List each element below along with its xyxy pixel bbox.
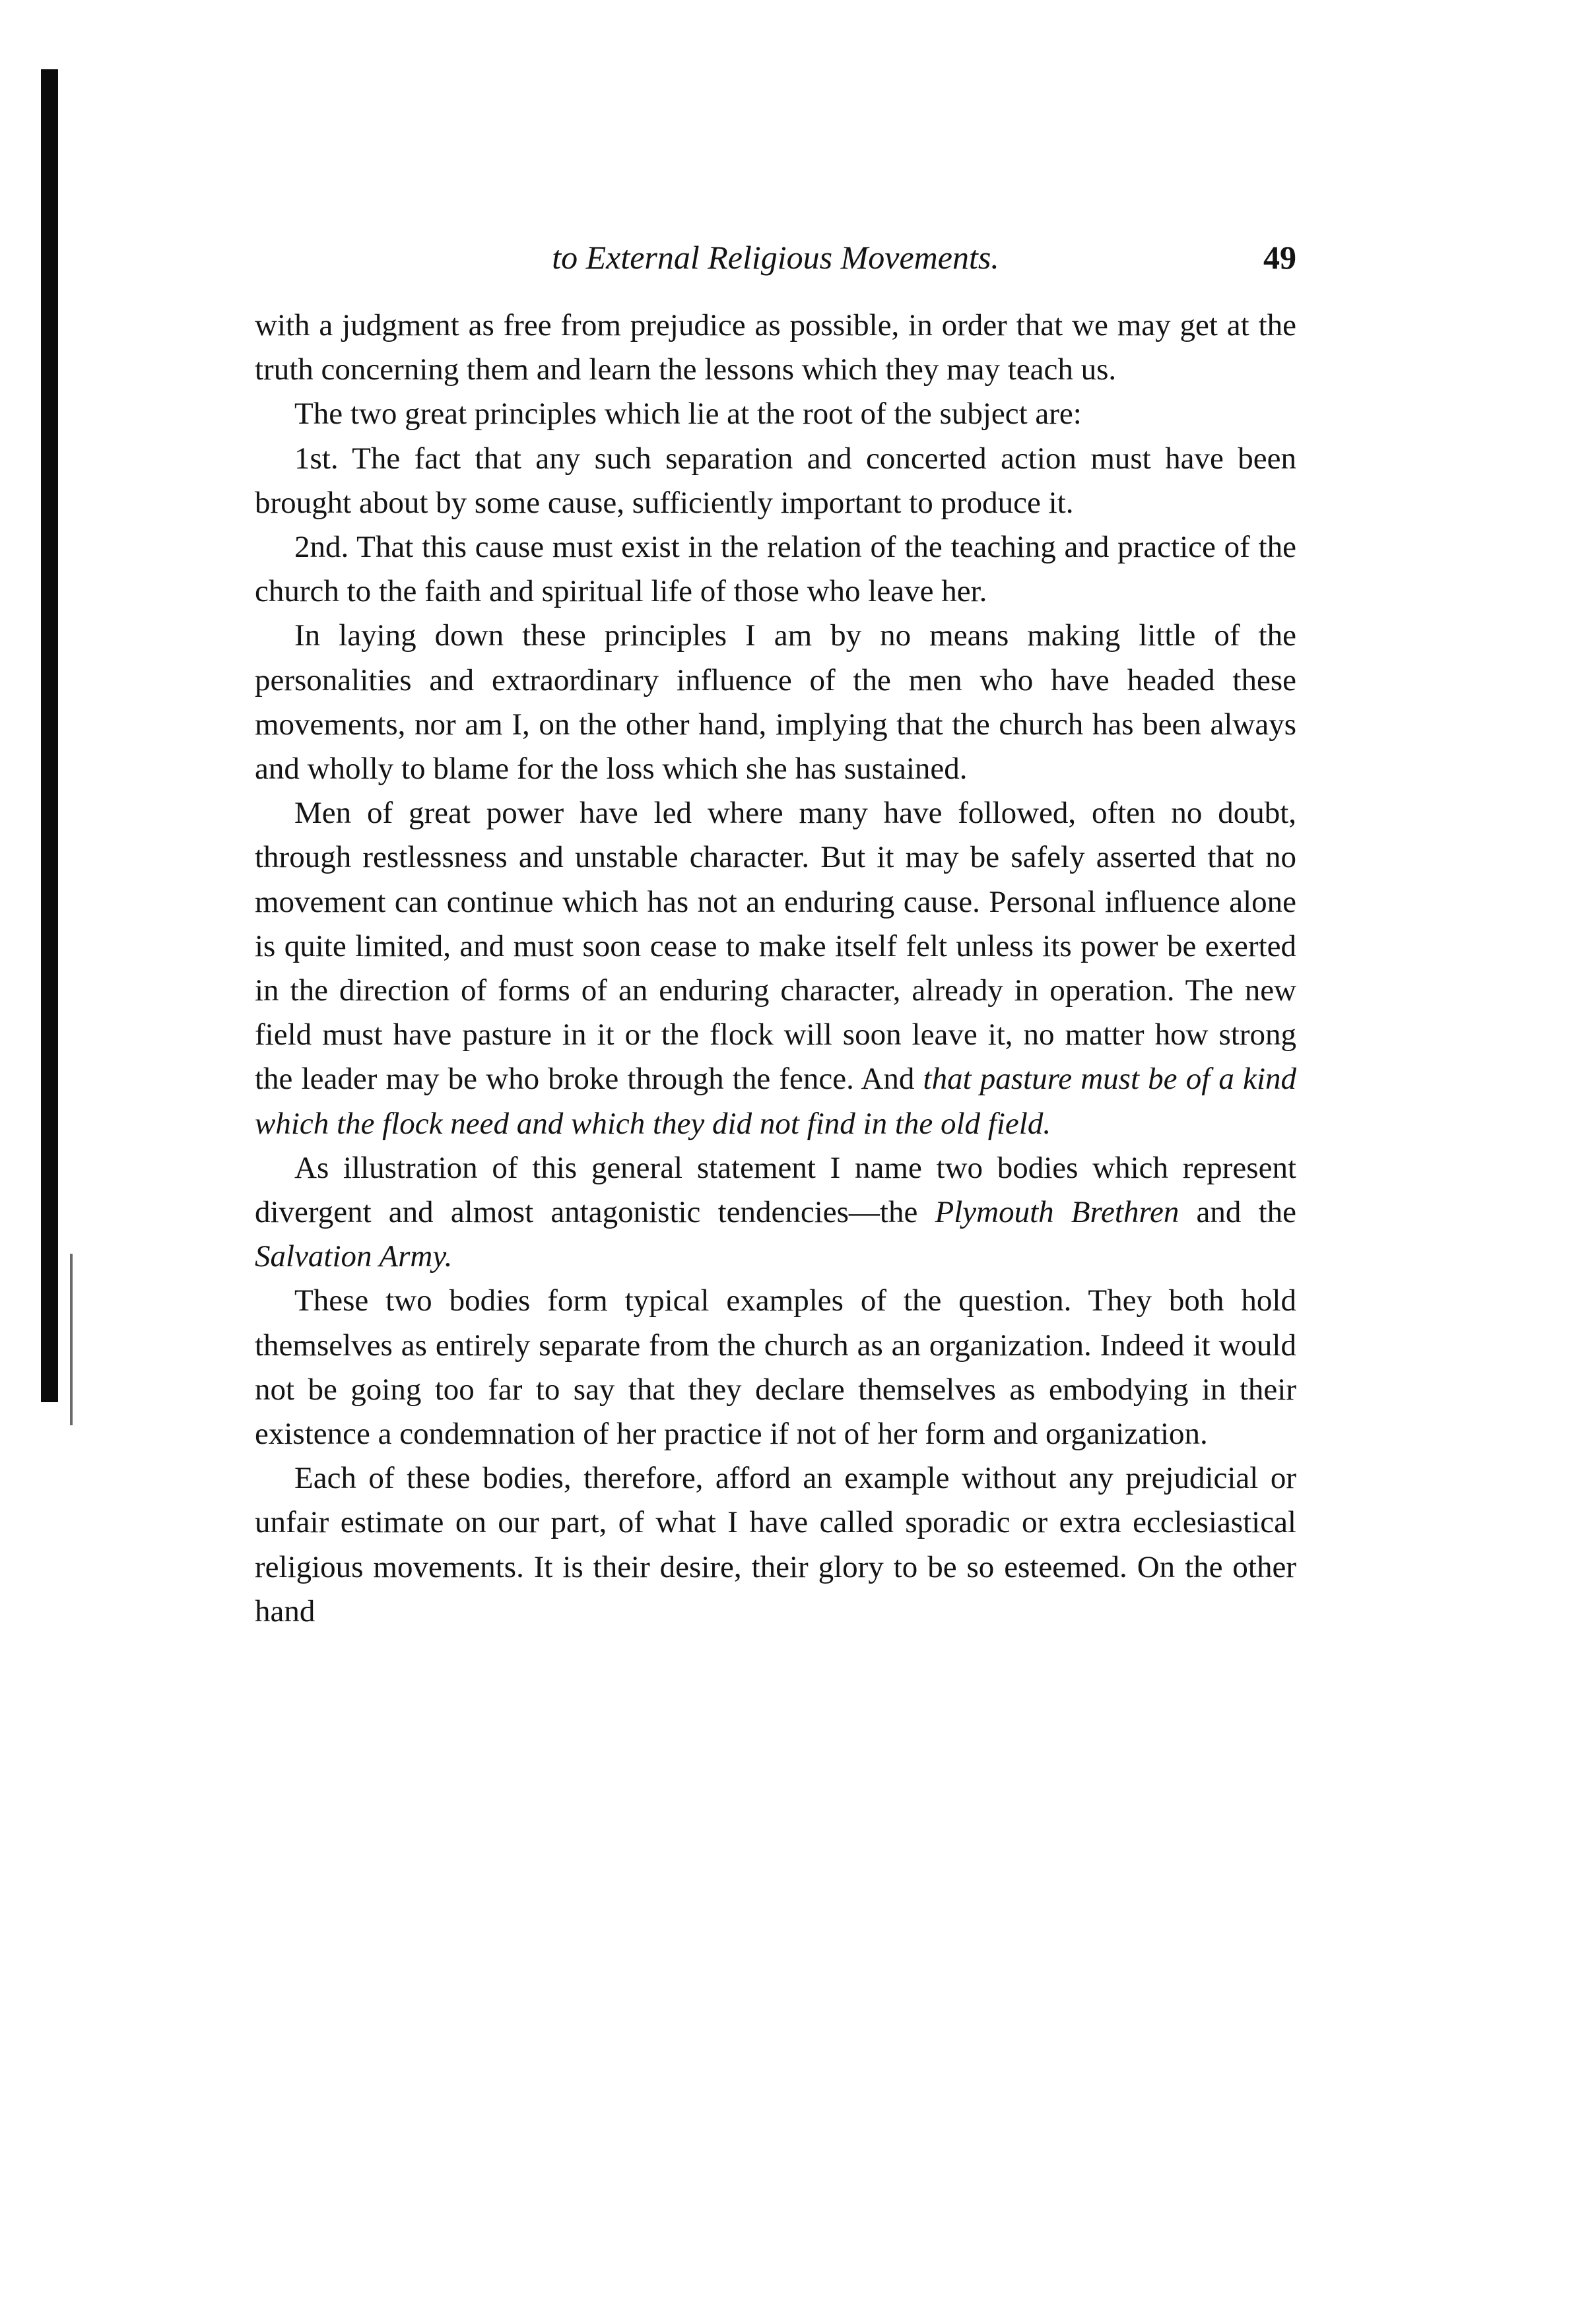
scan-edge-bar (41, 69, 58, 1402)
paragraph: Each of these bodies, therefore, afford an example without any prejudicial or unfair estimate on our part, of what I have called sporadic or extra ecclesiastical religious movements. It is their desire, their glory to be so esteemed. On the other hand (255, 1461, 1296, 1629)
paragraph: 2nd. That this cause must exist in the relation of the teaching and practice of the church to the faith and spiritual life of those who leave her. (255, 530, 1296, 609)
paragraph: These two bodies form typical examples of the question. They both hold themselves as entirely separate from the church as an organization. Indeed it would not be going too far to say that they declare themselves as embodying in their existence a condemnation of her practice if not of her form and organization. (255, 1283, 1296, 1452)
page-number: 49 (1263, 239, 1296, 276)
paragraph (255, 791, 1296, 1146)
paragraph: with a judgment as free from prejudice as possible, in order that we may get at the truth concerning them and learn the lessons which they may teach us. (255, 308, 1296, 387)
paragraph: 1st. The fact that any such separation and concerted action must have been brought about by some cause, sufficiently important to produce it. (255, 441, 1296, 520)
italic-name: Plymouth Brethren (935, 1195, 1179, 1230)
running-head (255, 234, 1296, 297)
paragraph-text: Men of great power have led where many have followed, often no doubt, through restlessness and unstable character. But it may be safely asserted that no movement can continue which has not an enduring cause. Personal influence alone is quite limited, and must soon cease to make itself felt unless its power be exerted in the direction of forms of an enduring character, already in operation. The new field must have pasture in it or the flock will soon leave it, no matter how strong the leader may be who broke through the fence. And (255, 796, 1296, 1097)
scan-edge-line (70, 1254, 73, 1425)
paragraph (255, 1146, 1296, 1279)
paragraph: In laying down these principles I am by no means making little of the personalities and extraordinary influence of the men who have headed these movements, nor am I, on the other hand, implying that the church has been always and wholly to blame for the loss which she has sustained. (255, 618, 1296, 787)
body-text (255, 304, 1296, 1634)
paragraph-text: and the (1179, 1195, 1296, 1230)
italic-name: Salvation Army. (255, 1239, 453, 1274)
italic-emphasis: that pasture must be of a kind which the flock need and which they did not find in the old field. (255, 1062, 1296, 1141)
book-page (255, 234, 1296, 1634)
running-title: to External Religious Movements. (552, 239, 999, 276)
paragraph-text: As illustration of this general statement I name two bodies which represent divergent and almost antagonistic tendencies—the (255, 1150, 1296, 1230)
paragraph: The two great principles which lie at the root of the subject are: (294, 397, 1082, 432)
